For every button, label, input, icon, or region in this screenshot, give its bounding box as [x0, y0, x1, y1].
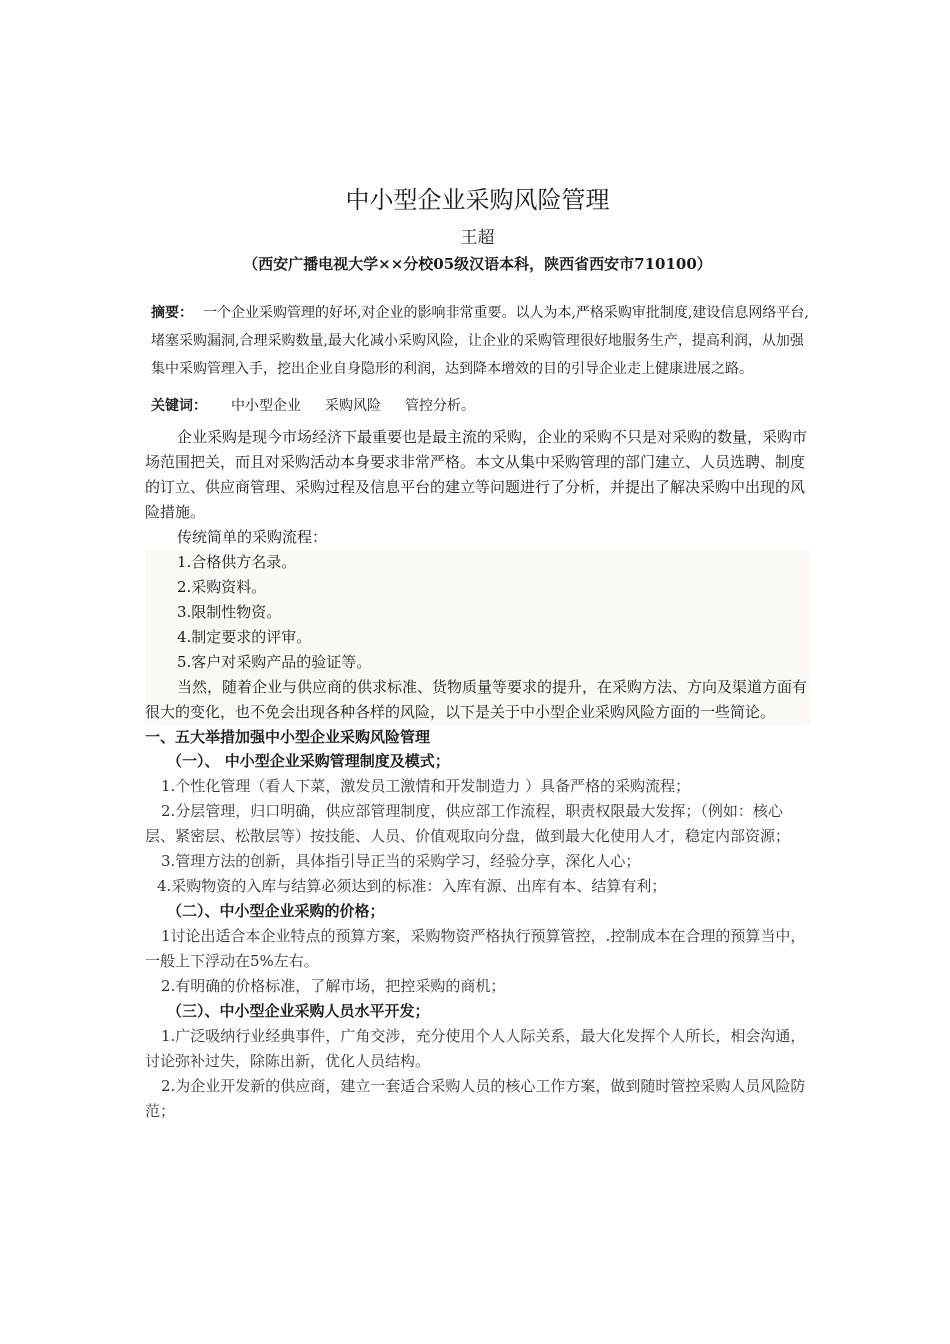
section-heading: 一、五大举措加强中小型企业采购风险管理	[145, 728, 431, 746]
keyword: 中小型企业	[231, 398, 301, 414]
list-item: 2.有明确的价格标准，了解市场，把控采购的商机；	[161, 977, 506, 995]
step-item: 5.客户对采购产品的验证等。	[177, 653, 372, 671]
list-item: 1.个性化管理（看人下菜，激发员工激情和开发制造力 ）具备严格的采购流程；	[161, 777, 691, 795]
step-item: 4.制定要求的评审。	[177, 628, 312, 646]
abstract-label: 摘要：	[151, 305, 193, 321]
subsection-heading: （一）、 中小型企业采购管理制度及模式；	[167, 752, 450, 770]
steps-heading: 传统简单的采购流程：	[177, 528, 328, 546]
document-title: 中小型企业采购风险管理	[345, 186, 610, 214]
keyword: 采购风险	[325, 398, 381, 414]
document-content	[145, 183, 810, 1124]
list-item: 4.采购物资的入库与结算必须达到的标准：入库有源、出库有本、结算有利；	[157, 877, 667, 895]
steps-list	[145, 550, 810, 725]
document-body	[145, 425, 810, 1124]
list-item: 1.广泛吸纳行业经典事件，广角交涉，充分使用个人人际关系，最大化发挥个人所长，相会沟通，讨论弥补过失，除陈出新，优化人员结构。	[145, 1027, 806, 1070]
subsection-heading: （三）、中小型企业采购人员水平开发；	[167, 1002, 430, 1020]
list-item: 2.分层管理，归口明确，供应部管理制度，供应部工作流程，职责权限最大发挥；（例如：核心层、紧密层、松散层等）按技能、人员、价值观取向分盘，做到最大化使用人才，稳定内部资源；	[145, 802, 791, 845]
step-item: 2.采购资料。	[177, 578, 267, 596]
author-name: 王超	[460, 228, 495, 248]
step-item: 3.限制性物资。	[177, 603, 282, 621]
abstract	[151, 299, 810, 383]
author-affiliation: （西安广播电视大学××分校05级汉语本科，陕西省西安市710100）	[243, 255, 712, 273]
keywords	[151, 393, 810, 419]
list-item: 3.管理方法的创新，具体指引导正当的采购学习，经验分享，深化人心；	[161, 852, 641, 870]
list-item: 1讨论出适合本企业特点的预算方案，采购物资严格执行预算管控，.控制成本在合理的预算当中，一般上下浮动在5%左右。	[145, 927, 806, 970]
intro-paragraph: 企业采购是现今市场经济下最重要也是最主流的采购，企业的采购不只是对采购的数量，采购市场范围把关，而且对采购活动本身要求非常严格。本文从集中采购管理的部门建立、人员选聘、制度的订立、供应商管理、采购过程及信息平台的建立等问题进行了分析，并提出了解决采购中出现的风险措施。	[145, 428, 808, 521]
list-item: 2.为企业开发新的供应商，建立一套适合采购人员的核心工作方案，做到随时管控采购人员风险防范；	[145, 1077, 806, 1120]
abstract-text: 一个企业采购管理的好坏,对企业的影响非常重要。以人为本,严格采购审批制度,建设信息网络平台,堵塞采购漏洞,合理采购数量,最大化减小采购风险，让企业的采购管理很好地服务生产，提高利润，从加强集中采购管理入手，挖出企业自身隐形的利润，达到降本增效的目的引导企业走上健康进展之路。	[151, 305, 809, 377]
keywords-label: 关键词：	[151, 398, 207, 414]
subsection-heading: （二）、中小型企业采购的价格；	[167, 902, 385, 920]
step-item: 1.合格供方名录。	[177, 553, 297, 571]
transition-paragraph: 当然，随着企业与供应商的供求标准、货物质量等要求的提升，在采购方法、方向及渠道方面有很大的变化，也不免会出现各种各样的风险，以下是关于中小型企业采购风险方面的一些简论。	[145, 678, 808, 721]
keyword: 管控分析。	[405, 398, 475, 414]
